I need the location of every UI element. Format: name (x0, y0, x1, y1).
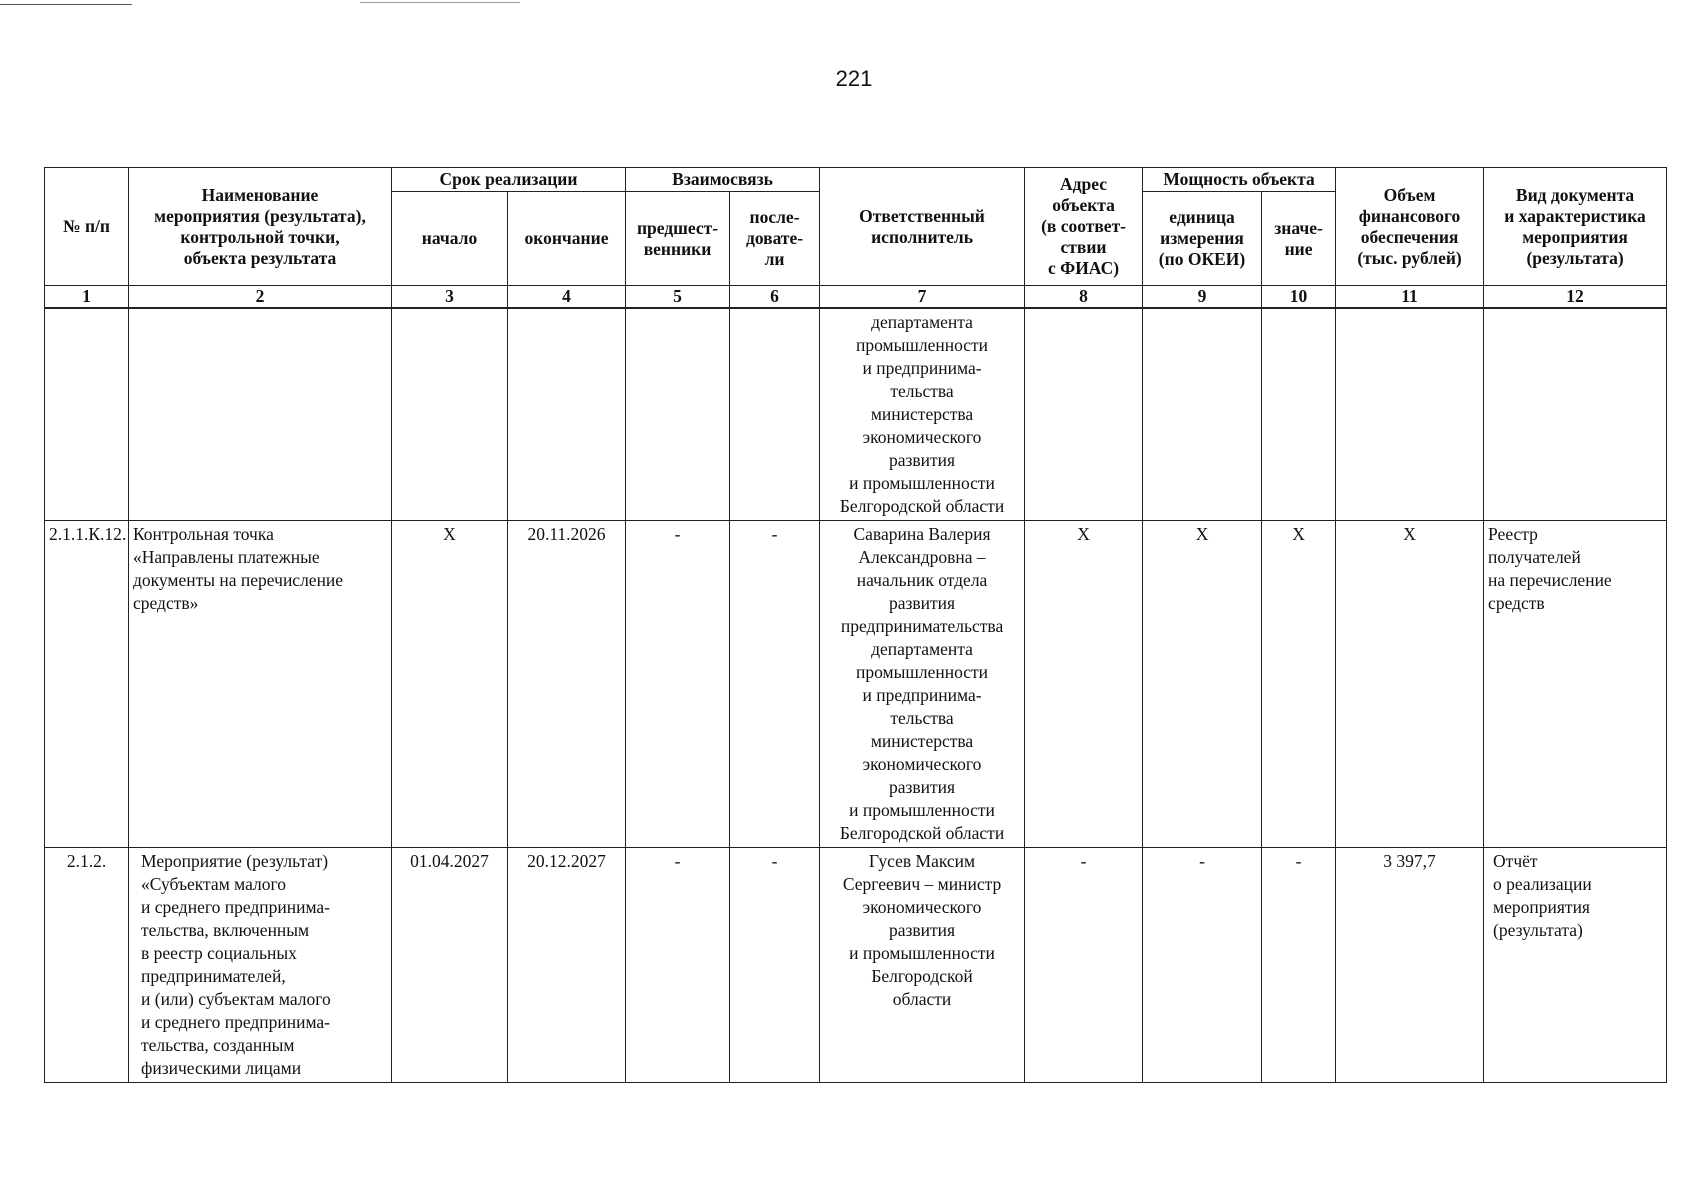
cell-end: 20.12.2027 (508, 848, 626, 1083)
cell-pred: - (626, 521, 730, 848)
cell-pred (626, 308, 730, 521)
cell-name: Мероприятие (результат) «Субъектам малого и среднего предпринима- тельства, включенным в реестр социальных предпринимателей, и (или) субъектам малого и среднего предпринима- тельства, созданным физическими лицами (129, 848, 392, 1083)
cell-succ: - (730, 521, 820, 848)
cell-document: Реестр получателей на перечисление средств (1484, 521, 1667, 848)
header-end: окончание (508, 192, 626, 286)
header-link-group: Взаимосвязь (626, 168, 820, 192)
cell-address: X (1025, 521, 1143, 848)
activities-table (44, 167, 1667, 1083)
header-start: начало (392, 192, 508, 286)
column-number: 11 (1336, 286, 1484, 309)
column-number: 1 (45, 286, 129, 309)
header-financing: Объем финансового обеспечения (тыс. рублей) (1336, 168, 1484, 286)
column-number: 2 (129, 286, 392, 309)
column-number: 10 (1262, 286, 1336, 309)
header-value: значе- ние (1262, 192, 1336, 286)
cell-end: 20.11.2026 (508, 521, 626, 848)
column-number: 4 (508, 286, 626, 309)
cell-num: 2.1.2. (45, 848, 129, 1083)
cell-responsible: Саварина Валерия Александровна – начальник отдела развития предпринимательства департамента промышленности и предпринима- тельства министерства экономического развития и промышленности Белгородской области (820, 521, 1025, 848)
cell-succ (730, 308, 820, 521)
column-number: 6 (730, 286, 820, 309)
cell-num (45, 308, 129, 521)
header-unit: единица измерения (по ОКЕИ) (1143, 192, 1262, 286)
column-number: 7 (820, 286, 1025, 309)
cell-name (129, 308, 392, 521)
column-number: 12 (1484, 286, 1667, 309)
cell-unit: - (1143, 848, 1262, 1083)
header-responsible: Ответственный исполнитель (820, 168, 1025, 286)
cell-succ: - (730, 848, 820, 1083)
cell-unit: X (1143, 521, 1262, 848)
header-predecessors: предшест- венники (626, 192, 730, 286)
table-row (45, 848, 1667, 1083)
cell-unit (1143, 308, 1262, 521)
header-document: Вид документа и характеристика мероприятия (результата) (1484, 168, 1667, 286)
cell-start (392, 308, 508, 521)
column-number: 5 (626, 286, 730, 309)
header-name: Наименование мероприятия (результата), контрольной точки, объекта результата (129, 168, 392, 286)
cell-start: 01.04.2027 (392, 848, 508, 1083)
cell-financing (1336, 308, 1484, 521)
column-number: 9 (1143, 286, 1262, 309)
table-row (45, 308, 1667, 521)
cell-address (1025, 308, 1143, 521)
column-number: 8 (1025, 286, 1143, 309)
column-numbers-row (45, 286, 1667, 309)
cell-value: X (1262, 521, 1336, 848)
column-number: 3 (392, 286, 508, 309)
cell-responsible: Гусев Максим Сергеевич – министр экономического развития и промышленности Белгородской области (820, 848, 1025, 1083)
cell-document: Отчёт о реализации мероприятия (результата) (1484, 848, 1667, 1083)
cell-responsible: департамента промышленности и предпринима- тельства министерства экономического развития и промышленности Белгородской области (820, 308, 1025, 521)
header-row-top (45, 168, 1667, 192)
table-row (45, 521, 1667, 848)
header-successors: после- довате- ли (730, 192, 820, 286)
header-address: Адрес объекта (в соответ- ствии с ФИАС) (1025, 168, 1143, 286)
scan-artifact-line (360, 2, 520, 3)
cell-start: X (392, 521, 508, 848)
cell-pred: - (626, 848, 730, 1083)
header-num: № п/п (45, 168, 129, 286)
cell-financing: 3 397,7 (1336, 848, 1484, 1083)
cell-financing: X (1336, 521, 1484, 848)
page-number: 221 (835, 66, 873, 91)
cell-num: 2.1.1.К.12. (45, 521, 129, 848)
cell-value: - (1262, 848, 1336, 1083)
cell-address: - (1025, 848, 1143, 1083)
scan-artifact-line (0, 4, 132, 5)
cell-document (1484, 308, 1667, 521)
cell-name: Контрольная точка «Направлены платежные документы на перечисление средств» (129, 521, 392, 848)
header-power-group: Мощность объекта (1143, 168, 1336, 192)
cell-end (508, 308, 626, 521)
cell-value (1262, 308, 1336, 521)
header-term-group: Срок реализации (392, 168, 626, 192)
